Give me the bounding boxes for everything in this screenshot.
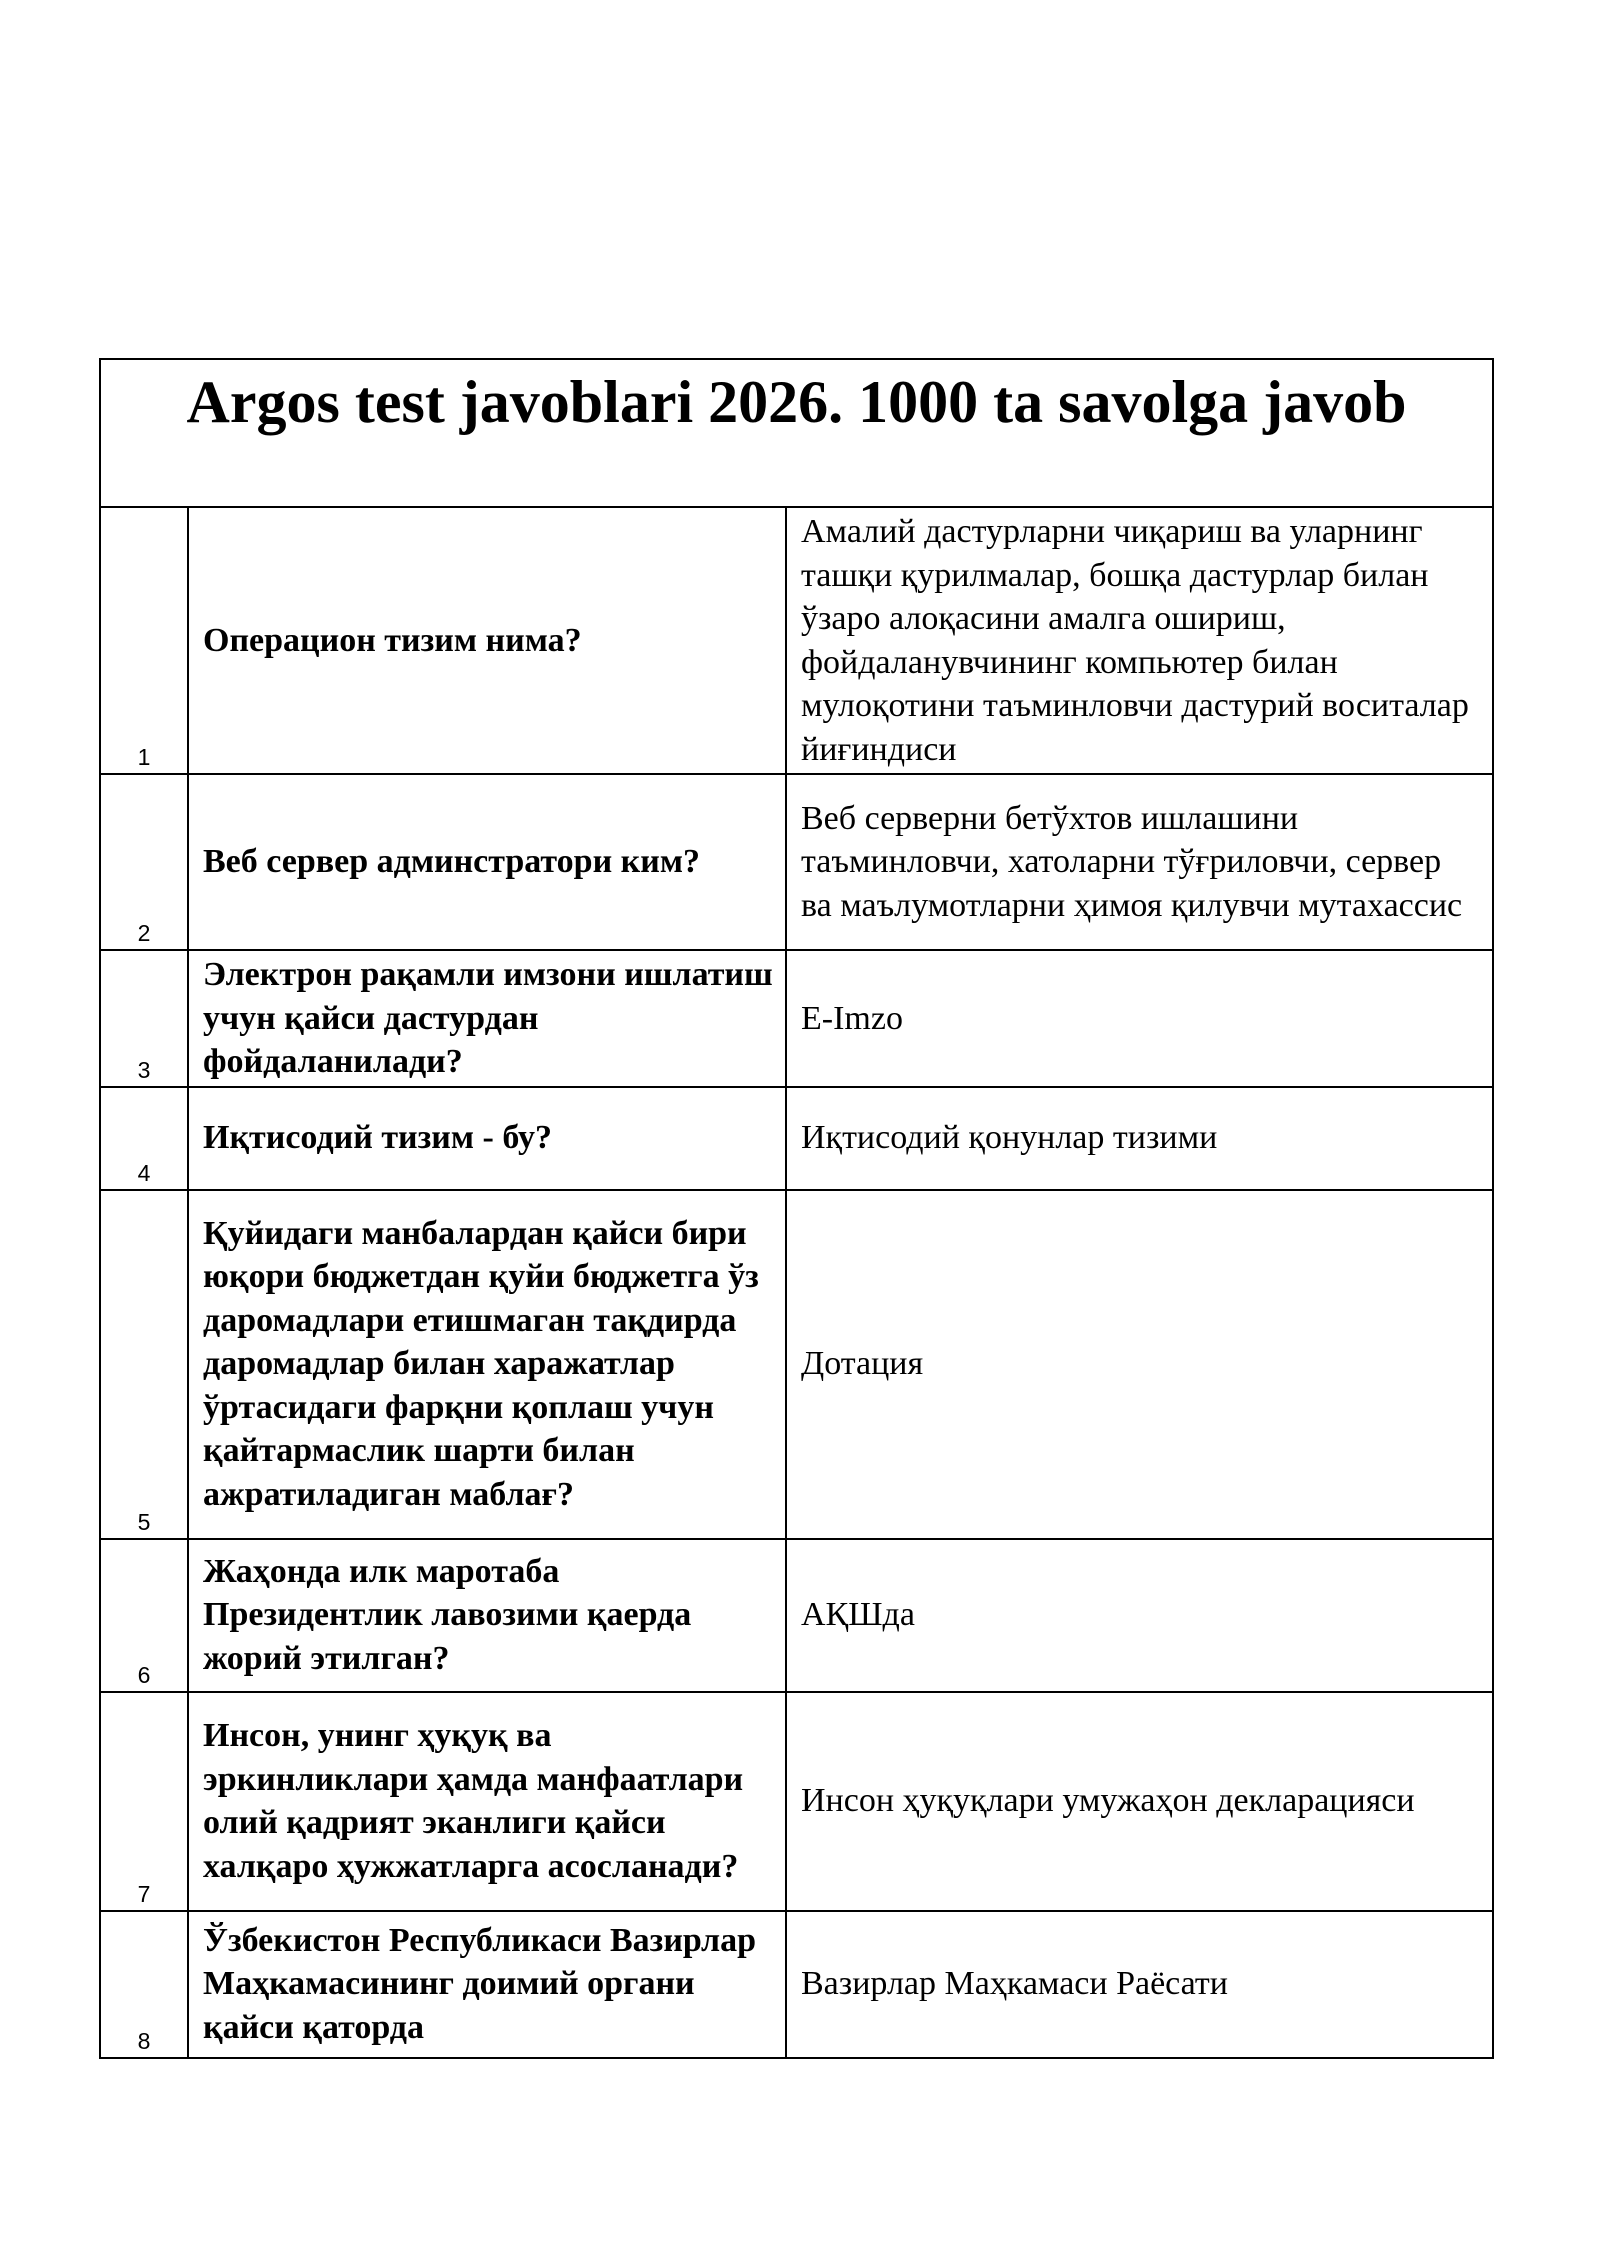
document-title: Argos test javoblari 2026. 1000 ta savolga javob [186,369,1407,435]
answer-cell: Дотация [786,1190,1493,1539]
row-number: 2 [100,774,188,950]
table-row [100,1539,1493,1692]
answer-cell: Инсон ҳуқуқлари умужаҳон декларацияси [786,1692,1493,1911]
row-number: 1 [100,507,188,774]
question-cell: Иқтисодий тизим - бу? [188,1087,786,1190]
question-cell: Электрон рақамли имзони ишлатиш учун қайси дастурдан фойдаланилади? [188,950,786,1087]
question-cell: Веб сервер админстратори ким? [188,774,786,950]
table-row [100,1087,1493,1190]
answer-cell: Веб серверни бетўхтов ишлашини таъминловчи, хатоларни тўғриловчи, сервер ва маълумотларни ҳимоя қилувчи мутахассис [786,774,1493,950]
answer-cell: Амалий дастурларни чиқариш ва уларнинг ташқи қурилмалар, бошқа дастурлар билан ўзаро алоқасини амалга ошириш, фойдаланувчининг компьютер билан мулоқотини таъминловчи дастурий воситалар йиғиндиси [786,507,1493,774]
question-cell: Жаҳонда илк маротаба Президентлик лавозими қаерда жорий этилган? [188,1539,786,1692]
table-row [100,774,1493,950]
answer-cell: Вазирлар Маҳкамаси Раёсати [786,1911,1493,2058]
qa-table [99,358,1494,2059]
row-number: 6 [100,1539,188,1692]
table-row [100,950,1493,1087]
question-cell: Инсон, унинг ҳуқуқ ва эркинликлари ҳамда манфаатлари олий қадрият эканлиги қайси халқаро ҳужжатларга асосланади? [188,1692,786,1911]
row-number: 8 [100,1911,188,2058]
answer-cell: АҚШда [786,1539,1493,1692]
question-cell: Ўзбекистон Республикаси Вазирлар Маҳкамасининг доимий органи қайси қаторда [188,1911,786,2058]
row-number: 5 [100,1190,188,1539]
table-row [100,1692,1493,1911]
row-number: 3 [100,950,188,1087]
title-row [100,359,1493,507]
table-row [100,1911,1493,2058]
table-row [100,1190,1493,1539]
question-cell: Операцион тизим нима? [188,507,786,774]
row-number: 7 [100,1692,188,1911]
row-number: 4 [100,1087,188,1190]
table-row [100,507,1493,774]
title-cell [100,359,1493,507]
question-cell: Қуйидаги манбалардан қайси бири юқори бюджетдан қуйи бюджетга ўз даромадлари етишмаган тақдирда даромадлар билан харажатлар ўртасидаги фарқни қоплаш учун қайтармаслик шарти билан ажратиладиган маблағ? [188,1190,786,1539]
answer-cell: E-Imzo [786,950,1493,1087]
answer-cell: Иқтисодий қонунлар тизими [786,1087,1493,1190]
